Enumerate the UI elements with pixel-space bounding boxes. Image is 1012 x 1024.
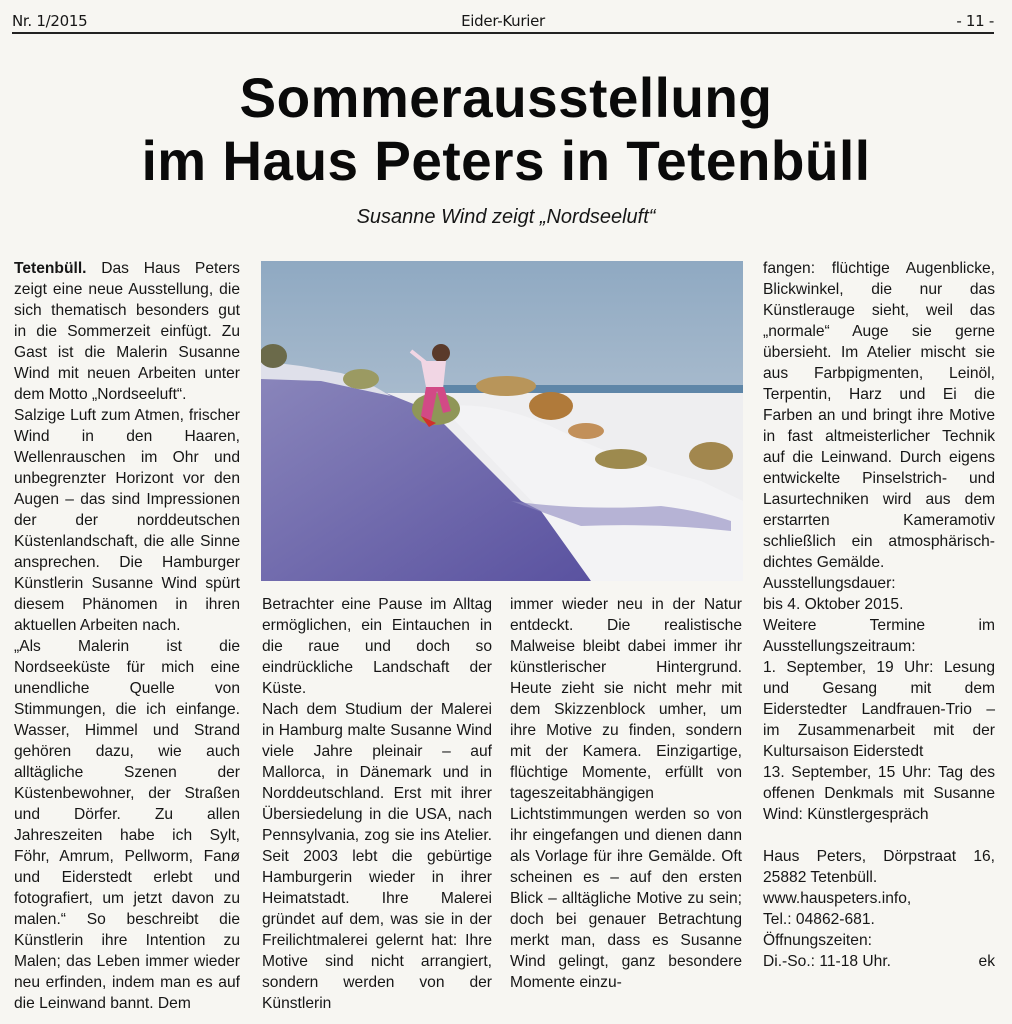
address: Haus Peters, Dörpstraat 16, 25882 Tetenbüll. (763, 848, 995, 886)
issue-number: Nr. 1/2015 (12, 12, 88, 30)
event-item: 13. September, 15 Uhr: Tag des offenen Denkmals mit Susanne Wind: Künstlergespräch (763, 764, 995, 823)
website-link[interactable]: www.hauspeters.info, (763, 890, 912, 907)
dateline: Tetenbüll. (14, 260, 87, 277)
publication-name: Eider-Kurier (461, 12, 545, 30)
page-header (12, 10, 994, 34)
hours-value: Di.-So.: 11-18 Uhr. (763, 953, 891, 970)
headline-line-1: Sommerausstellung (239, 66, 773, 129)
subheadline: Susanne Wind zeigt „Nordseeluft“ (356, 206, 656, 228)
article-column-3 (510, 594, 742, 993)
headline-line-2: im Haus Peters in Tetenbüll (141, 129, 871, 192)
paragraph: „Als Malerin ist die Nordseeküste für mich eine unendliche Quelle von Stimmungen, die ich einfange. Wasser, Himmel und Strand gehören dazu, wie auch alltägliche Szenen der Küstenbewohner, der Straßen und Dörfer. Zu allen Jahreszeiten habe ich Sylt, Föhr, Amrum, Pellworm, Fanø und Eiderstedt erlebt und fotografiert, um jetzt davon zu malen.“ So beschreibt die Künstlerin ihre Intention zu Malen; das Leben immer wieder neu erfinden, indem man es auf die Leinwand bannt. Dem (14, 638, 240, 1012)
events-label: Weitere Termine im Ausstellungszeitraum: (763, 617, 995, 655)
article-column-2 (262, 594, 492, 1014)
paragraph: Salzige Luft zum Atmen, frischer Wind in den Haaren, Wellenrauschen im Ohr und unbegrenzter Horizont vor den Augen – das sind Impressionen der der norddeutschen Küstenlandschaft, die alle Sinne ansprechen. Die Hamburger Künstlerin Susanne Wind spürt diesem Phänomen in ihren aktuellen Arbeiten nach. (14, 407, 240, 634)
paragraph: fangen: flüchtige Augenblicke, Blickwinkel, die nur das Künstlerauge sieht, weil das „normale“ Auge sie gerne übersieht. Im Atelier mischt sie aus Farbpigmenten, Leinöl, Terpentin, Harz und Ei die Farben an und bringt ihre Motive in fast altmeisterlicher Technik auf die Leinwand. Durch eigens entwickelte Pinselstrich- und Lasurtechniken wird aus dem erstarrten Kameramotiv schließlich ein atmosphärisch-dichtes Gemälde. (763, 260, 995, 571)
event-item: 1. September, 19 Uhr: Lesung und Gesang mit dem Eiderstedter Landfrauen-Trio – im Zusammenarbeit mit der Kultursaison Eiderstedt (763, 659, 995, 760)
paragraph: Betrachter eine Pause im Alltag ermöglichen, ein Eintauchen in die raue und doch so eindrückliche Landschaft der Küste. (262, 596, 492, 697)
article-column-4 (763, 258, 995, 972)
paragraph (14, 258, 240, 405)
paragraph: Nach dem Studium der Malerei in Hamburg malte Susanne Wind viele Jahre pleinair – auf Mallorca, in Dänemark und in Norddeutschland. Erst mit ihrer Übersiedelung in die USA, nach Pennsylvania, zog sie ins Atelier. Seit 2003 lebt die gebürtige Hamburgerin wieder in ihrer Heimatstadt. Ihre Malerei gründet auf dem, was sie in der Freilichtmalerei gelernt hat: Ihre Motive sind nicht arrangiert, sondern werden von der Künstlerin (262, 701, 492, 1012)
hours-label: Öffnungszeiten: (763, 932, 872, 949)
spacer (763, 825, 995, 846)
phone-number: Tel.: 04862-681. (763, 911, 875, 928)
paragraph-text: Das Haus Peters zeigt eine neue Ausstellung, die sich thematisch besonders gut in die Sommerzeit einfügt. Zu Gast ist die Malerin Susanne Wind mit neuen Arbeiten unter dem Motto „Nordseeluft“. (14, 260, 240, 403)
hours-line (763, 951, 995, 972)
dune-painting-image (261, 261, 743, 581)
article-column-1 (14, 258, 240, 1014)
article-painting (261, 261, 743, 581)
paragraph: immer wieder neu in der Natur entdeckt. Die realistische Malweise bleibt dabei immer ihr künstlerischer Hintergrund. Heute zieht sie nicht mehr mit dem Skizzenblock umher, um ihre Motive zu finden, sondern mit der Kamera. Einzigartige, flüchtige Momente, erfüllt von tageszeitabhängigen Lichtstimmungen werden so von ihr eingefangen und dienen dann als Vorlage für ihre Gemälde. Oft scheinen es – auf den ersten Blick – alltägliche Motive zu sein; doch bei genauer Betrachtung merkt man, dass es Susanne Wind gelingt, ganz besondere Momente einzu- (510, 596, 742, 991)
duration-label: Ausstellungsdauer: (763, 575, 896, 592)
page-number: - 11 - (956, 12, 994, 30)
duration-value: bis 4. Oktober 2015. (763, 596, 904, 613)
author-initials: ek (978, 953, 995, 970)
